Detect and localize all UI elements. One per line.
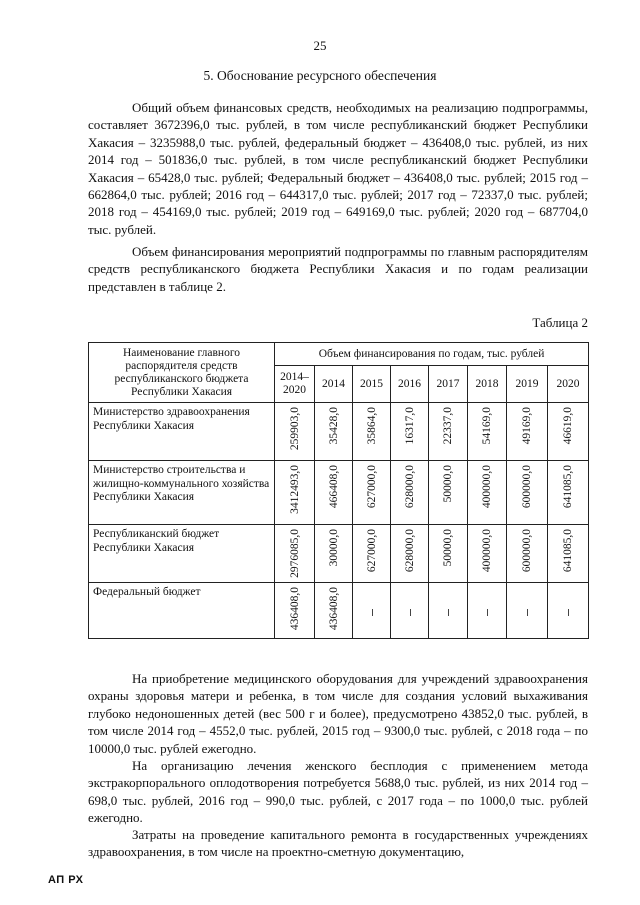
page-number: 25	[313, 38, 327, 53]
value-cell	[315, 525, 353, 583]
row-name-cell: Министерство здравоохранения Республики Хакасия	[89, 403, 275, 461]
value-text: 627000,0	[365, 529, 378, 573]
header-year-cell: 2019	[507, 366, 548, 403]
header-name-cell: Наименование главного распорядителя средств республиканского бюджета Республики Хакасия	[89, 343, 275, 403]
value-text: 600000,0	[521, 465, 533, 509]
paragraph-table-intro: Объем финансирования мероприятий подпрограммы по главным распорядителям средств республиканского бюджета Республики Хакасия и по годам реализации представлен в таблице 2.	[88, 244, 588, 294]
value-text: 436408,0	[288, 587, 301, 631]
value-cell	[468, 461, 507, 525]
value-text: 50000,0	[442, 529, 454, 567]
table-caption: Таблица 2	[532, 315, 588, 330]
value-cell	[353, 403, 391, 461]
empty-dash	[410, 609, 411, 616]
value-text: 3412493,0	[288, 465, 301, 514]
value-text: 436408,0	[327, 587, 340, 631]
row-name-cell: Министерство строительства и жилищно-коммунального хозяйства Республики Хакасия	[89, 461, 275, 525]
table-row	[89, 583, 589, 639]
value-text: 54169,0	[481, 407, 493, 445]
value-cell	[353, 461, 391, 525]
value-text: 400000,0	[481, 465, 493, 509]
value-cell	[315, 583, 353, 639]
value-cell	[468, 403, 507, 461]
row-name-cell: Республиканский бюджет Республики Хакасия	[89, 525, 275, 583]
value-cell	[468, 525, 507, 583]
value-text: 2976085,0	[288, 529, 301, 578]
value-text: 600000,0	[521, 529, 533, 573]
value-text: 628000,0	[403, 465, 416, 509]
header-year-cell: 2015	[353, 366, 391, 403]
value-text: 35428,0	[327, 407, 340, 445]
value-cell	[275, 403, 315, 461]
value-cell	[275, 525, 315, 583]
value-cell	[548, 525, 589, 583]
value-cell	[315, 461, 353, 525]
table-row	[89, 525, 589, 583]
value-cell	[468, 583, 507, 639]
footer-mark: АП РХ	[48, 874, 84, 886]
value-text: 46619,0	[562, 407, 575, 445]
value-cell	[391, 461, 429, 525]
value-text: 641085,0	[562, 529, 575, 573]
value-cell	[429, 403, 468, 461]
paragraph-equipment: На приобретение медицинского оборудования для учреждений здравоохранения охраны здоровья матери и ребенка, в том числе для создания условий выхаживания глубоко недоношенных детей (вес 500 г и более), предусмотрено 43852,0 тыс. рублей, в том числе 2014 год – 4552,0 тыс. рублей, 2015 год – 9300,0 тыс. рублей, с 2018 года – по 10000,0 тыс. рублей ежегодно.	[88, 671, 588, 756]
paragraph-repairs: Затраты на проведение капитального ремонта в государственных учреждениях здравоохранения, в том числе на проектно-сметную документацию,	[88, 827, 588, 860]
value-text: 627000,0	[365, 465, 378, 509]
value-cell	[391, 403, 429, 461]
table-body	[89, 403, 589, 639]
header-year-cell: 2016	[391, 366, 429, 403]
value-cell	[548, 403, 589, 461]
value-text: 641085,0	[562, 465, 575, 509]
header-year-cell: 2014	[315, 366, 353, 403]
value-cell	[548, 583, 589, 639]
value-cell	[507, 403, 548, 461]
value-text: 35864,0	[365, 407, 378, 445]
value-text: 16317,0	[403, 407, 416, 445]
value-text: 400000,0	[481, 529, 493, 573]
value-cell	[507, 583, 548, 639]
value-cell	[275, 461, 315, 525]
value-text: 30000,0	[327, 529, 340, 567]
value-cell	[391, 525, 429, 583]
empty-dash	[527, 609, 528, 616]
header-group-cell: Объем финансирования по годам, тыс. рублей	[275, 343, 589, 366]
empty-dash	[448, 609, 449, 616]
value-cell	[275, 583, 315, 639]
header-year-cell: 2017	[429, 366, 468, 403]
header-year-cell: 2018	[468, 366, 507, 403]
value-cell	[429, 525, 468, 583]
empty-dash	[568, 609, 569, 616]
value-cell	[353, 525, 391, 583]
value-cell	[507, 461, 548, 525]
value-text: 259903,0	[288, 407, 301, 451]
value-cell	[429, 583, 468, 639]
value-text: 50000,0	[442, 465, 454, 503]
value-text: 466408,0	[327, 465, 340, 509]
value-cell	[548, 461, 589, 525]
value-cell	[507, 525, 548, 583]
paragraph-total-funding: Общий объем финансовых средств, необходимых на реализацию подпрограммы, составляет 3672396,0 тыс. рублей, в том числе республиканский бюджет Республики Хакасия – 3235988,0 тыс. рублей, федеральный бюджет – 436408,0 тыс. рублей, из них 2014 год – 501836,0 тыс. рублей, в том числе республиканский бюджет Республики Хакасия – 65428,0 тыс. рублей; Федеральный бюджет – 436408,0 тыс. рублей; 2015 год – 662864,0 тыс. рублей; 2016 год – 644317,0 тыс. рублей; 2017 год – 72337,0 тыс. рублей; 2018 год – 454169,0 тыс. рублей; 2019 год – 649169,0 тыс. рублей; 2020 год – 687704,0 тыс. рублей.	[88, 100, 588, 237]
funding-table	[88, 342, 589, 639]
section-title: 5. Обоснование ресурсного обеспечения	[203, 68, 437, 83]
header-year-cell: 2014–2020	[275, 366, 315, 403]
paragraph-ivf: На организацию лечения женского бесплодия с применением метода экстракорпорального оплодотворения потребуется 5688,0 тыс. рублей, из них 2014 год – 698,0 тыс. рублей, 2016 год – 990,0 тыс. рублей, с 2017 года – по 1000,0 тыс. рублей ежегодно.	[88, 758, 588, 826]
table-row	[89, 461, 589, 525]
row-name-cell: Федеральный бюджет	[89, 583, 275, 639]
value-text: 22337,0	[442, 407, 454, 445]
value-text: 628000,0	[403, 529, 416, 573]
value-cell	[429, 461, 468, 525]
header-year-cell: 2020	[548, 366, 589, 403]
value-cell	[391, 583, 429, 639]
empty-dash	[487, 609, 488, 616]
value-text: 49169,0	[521, 407, 533, 445]
empty-dash	[372, 609, 373, 616]
value-cell	[315, 403, 353, 461]
table-row	[89, 403, 589, 461]
value-cell	[353, 583, 391, 639]
